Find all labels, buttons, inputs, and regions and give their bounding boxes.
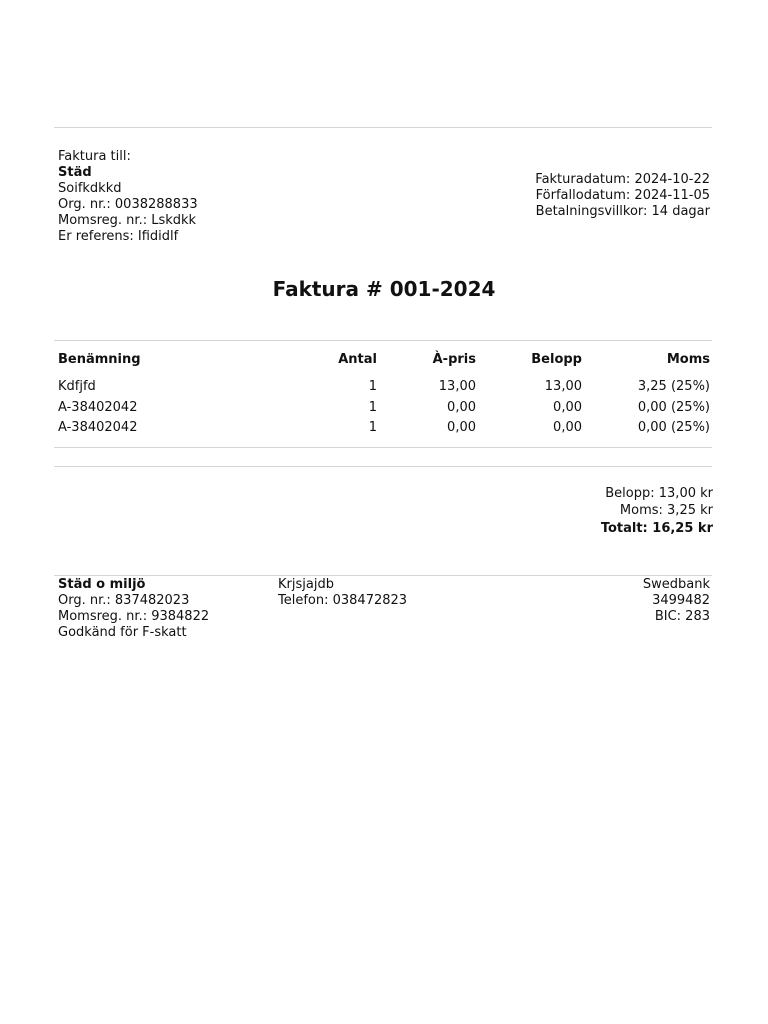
totals-vat: Moms: 3,25 kr [619,503,713,518]
item-name: A-38402042 [58,420,138,436]
item-unit-price: 0,00 [447,399,476,415]
customer-vat-number: Momsreg. nr.: Lskdkk [58,213,197,228]
table-top-divider [54,340,712,341]
item-unit-price: 13,00 [438,379,476,395]
totals-subtotal: Belopp: 13,00 kr [605,486,713,501]
items-table [58,351,710,439]
due-date: Förfallodatum: 2024-11-05 [535,188,710,203]
item-vat: 0,00 (25%) [637,399,710,415]
table-row [58,398,710,419]
footer-bank [643,577,710,625]
item-name: A-38402042 [58,399,138,415]
column-header-qty: Antal [338,352,377,367]
customer-org-number: Org. nr.: 0038288833 [58,197,198,212]
bank-bic: BIC: 283 [654,609,710,624]
item-amount: 0,00 [553,420,582,436]
company-org-number: Org. nr.: 837482023 [58,593,190,608]
column-header-unit-price: À-pris [432,352,476,367]
company-fskatt: Godkänd för F-skatt [58,625,187,640]
item-amount: 13,00 [544,379,582,395]
table-row [58,377,710,398]
bank-name: Swedbank [642,577,710,592]
company-phone: Telefon: 038472823 [278,593,408,608]
footer-contact [278,577,407,609]
payment-terms: Betalningsvillkor: 14 dagar [535,204,710,219]
company-address: Krjsjajdb [278,577,334,592]
table-bottom-divider [54,447,712,448]
item-qty: 1 [368,379,377,395]
item-qty: 1 [368,399,377,415]
invoice-meta [535,172,710,220]
invoice-title: Faktura # 001-2024 [272,277,496,301]
item-name: Kdfjfd [58,379,96,395]
invoice-date: Fakturadatum: 2024-10-22 [535,172,710,187]
company-vat-number: Momsreg. nr.: 9384822 [58,609,210,624]
totals-block [601,485,713,538]
item-amount: 0,00 [553,399,582,415]
column-header-vat: Moms [666,352,710,367]
company-name: Städ o miljö [58,577,146,592]
item-vat: 0,00 (25%) [637,420,710,436]
item-vat: 3,25 (25%) [637,379,710,395]
item-unit-price: 0,00 [447,420,476,436]
customer-heading: Faktura till: [58,149,131,164]
column-header-amount: Belopp [531,352,582,367]
top-divider [54,127,712,128]
customer-address: Soifkdkkd [58,181,122,196]
totals-divider [54,466,712,467]
table-row [58,418,710,439]
bank-account: 3499482 [652,593,710,608]
column-header-name: Benämning [58,352,141,367]
totals-grand-total: Totalt: 16,25 kr [600,521,713,536]
customer-reference: Er referens: Ifididlf [58,229,179,244]
customer-block [58,149,198,245]
customer-name: Städ [58,165,92,180]
table-header-row [58,351,710,377]
footer-divider [54,575,712,576]
item-qty: 1 [368,420,377,436]
footer-company [58,577,209,641]
